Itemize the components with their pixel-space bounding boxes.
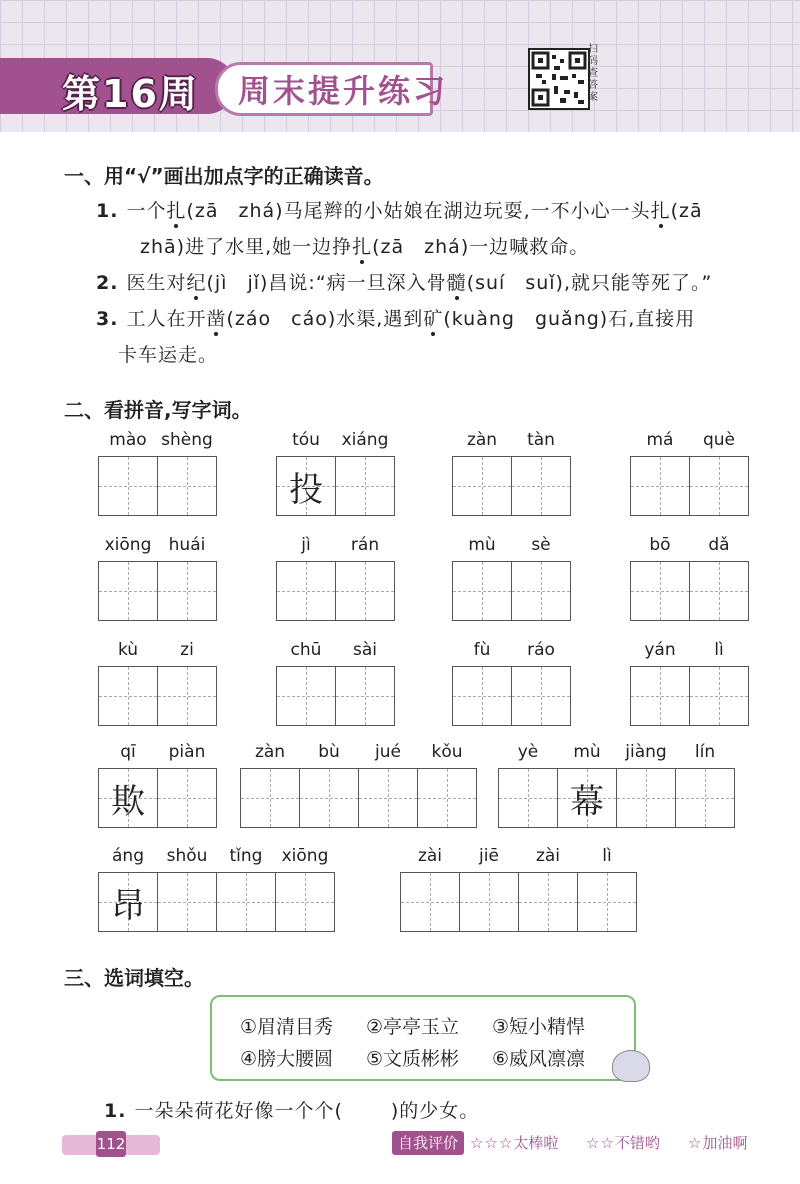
eval-keep-going[interactable]: ☆加油啊: [688, 1134, 748, 1152]
pinyin-label: áng: [112, 846, 144, 866]
pinyin-label: mù: [573, 742, 601, 762]
pinyin-label: zàn: [254, 742, 286, 762]
q3-line1: 3. 工人在开凿(záo cáo)水渠,遇到矿(kuàng guǎng)石,直接用: [96, 308, 696, 330]
page-number: 112: [96, 1131, 126, 1157]
option-5: ⑤文质彬彬: [366, 1048, 460, 1070]
writing-cell[interactable]: [418, 769, 476, 827]
pinyin-label: shèng: [161, 430, 213, 450]
mascot-icon: [612, 1050, 650, 1082]
page-subtitle: 周末提升练习: [238, 72, 449, 110]
pinyin-label: kǒu: [431, 742, 463, 762]
pinyin-label: dǎ: [708, 535, 730, 555]
pinyin-label: jué: [375, 742, 401, 762]
week-title: 第16周: [62, 72, 199, 116]
pinyin-label: jiàng: [625, 742, 667, 762]
option-6: ⑥威风凛凛: [492, 1048, 586, 1070]
qr-code-icon[interactable]: [528, 48, 590, 110]
pinyin-label: xiōng: [104, 535, 152, 555]
writing-grid: [400, 872, 637, 932]
writing-cell[interactable]: [158, 873, 217, 931]
writing-cell[interactable]: [99, 562, 158, 620]
pinyin-label: tóu: [292, 430, 320, 450]
q1-line2: zhā)进了水里,她一边挣扎(zā zhá)一边喊救命。: [140, 236, 590, 258]
writing-cell[interactable]: [359, 769, 418, 827]
pinyin-label: lín: [694, 742, 716, 762]
pinyin-label: mào: [109, 430, 147, 450]
writing-cell[interactable]: [99, 457, 158, 515]
s3-q1: 1. 一朵朵荷花好像一个个( )的少女。: [104, 1100, 480, 1122]
pinyin-label: bù: [318, 742, 340, 762]
pinyin-label: xiōng: [281, 846, 329, 866]
writing-cell[interactable]: [241, 769, 300, 827]
writing-grid: [498, 768, 735, 828]
writing-cell[interactable]: [336, 562, 394, 620]
pinyin-label: rán: [350, 535, 380, 555]
writing-grid: [630, 456, 749, 516]
option-1: ①眉清目秀: [240, 1016, 334, 1038]
writing-cell[interactable]: [631, 667, 690, 725]
pinyin-label: jì: [301, 535, 311, 555]
writing-cell[interactable]: [99, 667, 158, 725]
pinyin-label: sài: [353, 640, 377, 660]
pinyin-label: piàn: [168, 742, 206, 762]
self-eval-label: 自我评价: [392, 1131, 464, 1155]
pinyin-label: kù: [117, 640, 139, 660]
pinyin-label: yè: [517, 742, 539, 762]
writing-cell[interactable]: [453, 667, 512, 725]
cell-char: 投: [289, 469, 323, 510]
writing-cell[interactable]: [99, 873, 158, 931]
eval-great[interactable]: ☆☆☆太棒啦: [470, 1134, 559, 1152]
pinyin-label: xiáng: [341, 430, 389, 450]
cell-char: 昂: [111, 885, 145, 926]
writing-cell[interactable]: [512, 667, 570, 725]
pinyin-label: zài: [535, 846, 561, 866]
writing-cell[interactable]: [276, 873, 334, 931]
pinyin-label: chū: [290, 640, 322, 660]
pinyin-label: fù: [473, 640, 491, 660]
writing-cell[interactable]: [277, 562, 336, 620]
q2-line: 2. 医生对纪(jì jǐ)昌说:“病一旦深入骨髓(suí suǐ),就只能等死了。”: [96, 272, 713, 294]
pinyin-label: tǐng: [229, 846, 263, 866]
writing-cell[interactable]: [676, 769, 734, 827]
writing-cell[interactable]: [336, 667, 394, 725]
writing-grid: [452, 561, 571, 621]
cell-char: 幕: [570, 781, 604, 822]
writing-cell[interactable]: [158, 562, 216, 620]
writing-cell[interactable]: [158, 667, 216, 725]
writing-cell[interactable]: [558, 769, 617, 827]
pinyin-label: zi: [180, 640, 194, 660]
star-icon: ☆☆: [586, 1134, 615, 1152]
pinyin-label: lì: [602, 846, 612, 866]
pinyin-label: què: [702, 430, 736, 450]
q1-line1: 1. 一个扎(zā zhá)马尾辫的小姑娘在湖边玩耍,一不小心一头扎(zā: [96, 200, 703, 222]
pinyin-label: shǒu: [166, 846, 208, 866]
writing-grid: [98, 561, 217, 621]
cell-char: 欺: [111, 781, 145, 822]
pinyin-label: ráo: [527, 640, 555, 660]
pinyin-label: huái: [168, 535, 206, 555]
writing-grid: [98, 872, 335, 932]
option-2: ②亭亭玉立: [366, 1016, 460, 1038]
writing-cell[interactable]: [631, 562, 690, 620]
pinyin-label: qī: [120, 742, 136, 762]
writing-cell[interactable]: [453, 562, 512, 620]
section2-title: 二、看拼音,写字词。: [64, 398, 252, 422]
q3-line2: 卡车运走。: [118, 344, 219, 366]
writing-cell[interactable]: [512, 457, 570, 515]
writing-grid: [276, 666, 395, 726]
writing-grid: [452, 456, 571, 516]
writing-grid: [98, 768, 217, 828]
option-3: ③短小精悍: [492, 1016, 586, 1038]
writing-cell[interactable]: [631, 457, 690, 515]
writing-cell[interactable]: [277, 457, 336, 515]
pinyin-label: má: [646, 430, 674, 450]
pinyin-label: sè: [531, 535, 551, 555]
writing-cell[interactable]: [512, 562, 570, 620]
option-4: ④膀大腰圆: [240, 1048, 334, 1070]
writing-cell[interactable]: [690, 562, 748, 620]
writing-cell[interactable]: [519, 873, 578, 931]
writing-cell[interactable]: [158, 769, 216, 827]
writing-cell[interactable]: [690, 667, 748, 725]
writing-cell[interactable]: [617, 769, 676, 827]
pinyin-label: zài: [417, 846, 443, 866]
writing-grid: [630, 666, 749, 726]
writing-grid: [276, 561, 395, 621]
writing-cell[interactable]: [336, 457, 394, 515]
writing-cell[interactable]: [499, 769, 558, 827]
eval-good[interactable]: ☆☆不错哟: [586, 1134, 660, 1152]
writing-cell[interactable]: [578, 873, 636, 931]
pinyin-label: jiē: [479, 846, 499, 866]
writing-cell[interactable]: [277, 667, 336, 725]
writing-cell[interactable]: [401, 873, 460, 931]
pinyin-label: bō: [649, 535, 671, 555]
star-icon: ☆: [688, 1134, 703, 1152]
writing-cell[interactable]: [453, 457, 512, 515]
writing-cell[interactable]: [690, 457, 748, 515]
writing-cell[interactable]: [158, 457, 216, 515]
writing-grid: [452, 666, 571, 726]
pinyin-label: lì: [714, 640, 724, 660]
writing-cell[interactable]: [217, 873, 276, 931]
writing-grid: [630, 561, 749, 621]
pinyin-label: tàn: [527, 430, 555, 450]
pinyin-label: yán: [644, 640, 676, 660]
section3-title: 三、选词填空。: [64, 966, 204, 990]
writing-grid: [240, 768, 477, 828]
qr-label: 扫码查答案: [588, 44, 598, 103]
writing-grid: [276, 456, 395, 516]
star-icon: ☆☆☆: [470, 1134, 514, 1152]
writing-grid: [98, 666, 217, 726]
pinyin-label: mù: [468, 535, 496, 555]
writing-grid: [98, 456, 217, 516]
pinyin-label: zàn: [466, 430, 498, 450]
section1-title: 一、用“√”画出加点字的正确读音。: [64, 164, 384, 188]
writing-cell[interactable]: [460, 873, 519, 931]
writing-cell[interactable]: [300, 769, 359, 827]
writing-cell[interactable]: [99, 769, 158, 827]
